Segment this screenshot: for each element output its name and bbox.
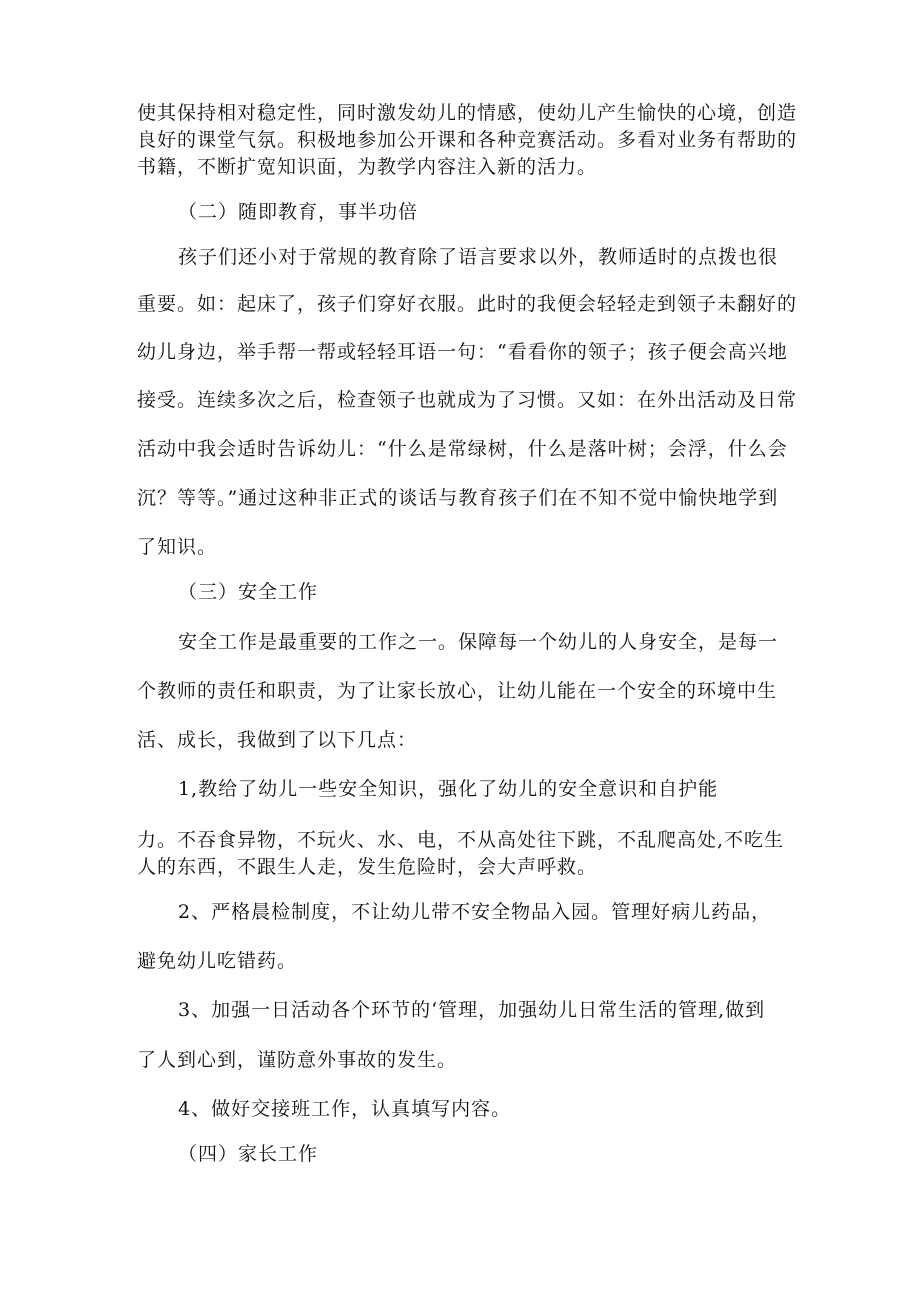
list-item: 2、严格晨检制度，不让幼儿带不安全物品入园。管理好病儿药品， <box>178 901 772 923</box>
paragraph-line: 避免幼儿吃错药。 <box>137 950 298 972</box>
paragraph-line: 书籍，不断扩宽知识面，为教学内容注入新的活力。 <box>137 156 598 178</box>
paragraph-line: 良好的课堂气氛。积极地参加公开课和各种竞赛活动。多看对业务有帮助的 <box>137 129 798 151</box>
paragraph-line: 使其保持相对稳定性，同时激发幼儿的情感，使幼儿产生愉快的心境，创造 <box>137 102 798 124</box>
paragraph-line: 了知识。 <box>137 536 218 558</box>
paragraph-line: 沉？等等。”通过这种非正式的谈话与教育孩子们在不知不觉中愉快地学到 <box>137 487 779 509</box>
paragraph-line: 重要。如：起床了，孩子们穿好衣服。此时的我便会轻轻走到领子未翻好的 <box>137 293 798 315</box>
paragraph-line: 人的东西，不跟生人走，发生危险时，会大声呼救。 <box>137 856 598 878</box>
paragraph-line: 活动中我会适时告诉幼儿：“什么是常绿树，什么是落叶树；会浮，什么会 <box>137 438 788 460</box>
paragraph-line: 接受。连续多次之后，检查领子也就成为了习惯。又如：在外出活动及日常 <box>137 389 798 411</box>
paragraph-line: 活、成长，我做到了以下几点： <box>137 729 418 751</box>
section-heading: （三）安全工作 <box>178 581 319 603</box>
list-item: 4、做好交接班工作，认真填写内容。 <box>178 1098 512 1120</box>
section-heading: （四）家长工作 <box>178 1143 319 1165</box>
list-item: 1,教给了幼儿一些安全知识，强化了幼儿的安全意识和自护能 <box>178 778 719 800</box>
list-item: 3、加强一日活动各个环节的‘管理，加强幼儿日常生活的管理,做到 <box>178 999 766 1021</box>
paragraph-line: 孩子们还小对于常规的教育除了语言要求以外，教师适时的点拨也很 <box>178 246 779 268</box>
paragraph-line: 安全工作是最重要的工作之一。保障每一个幼儿的人身安全，是每一 <box>178 631 779 653</box>
paragraph-line: 了人到心到，谨防意外事故的发生。 <box>137 1049 458 1071</box>
paragraph-line: 幼儿身边，举手帮一帮或轻轻耳语一句：“看看你的领子；孩子便会高兴地 <box>137 341 788 363</box>
paragraph-line: 个教师的责任和职责，为了让家长放心，让幼儿能在一个安全的环境中生 <box>137 680 778 702</box>
paragraph-line: 力。不吞食异物，不玩火、水、电，不从高处往下跳，不乱爬高处,不吃生 <box>137 829 785 851</box>
section-heading: （二）随即教育，事半功倍 <box>178 201 419 223</box>
